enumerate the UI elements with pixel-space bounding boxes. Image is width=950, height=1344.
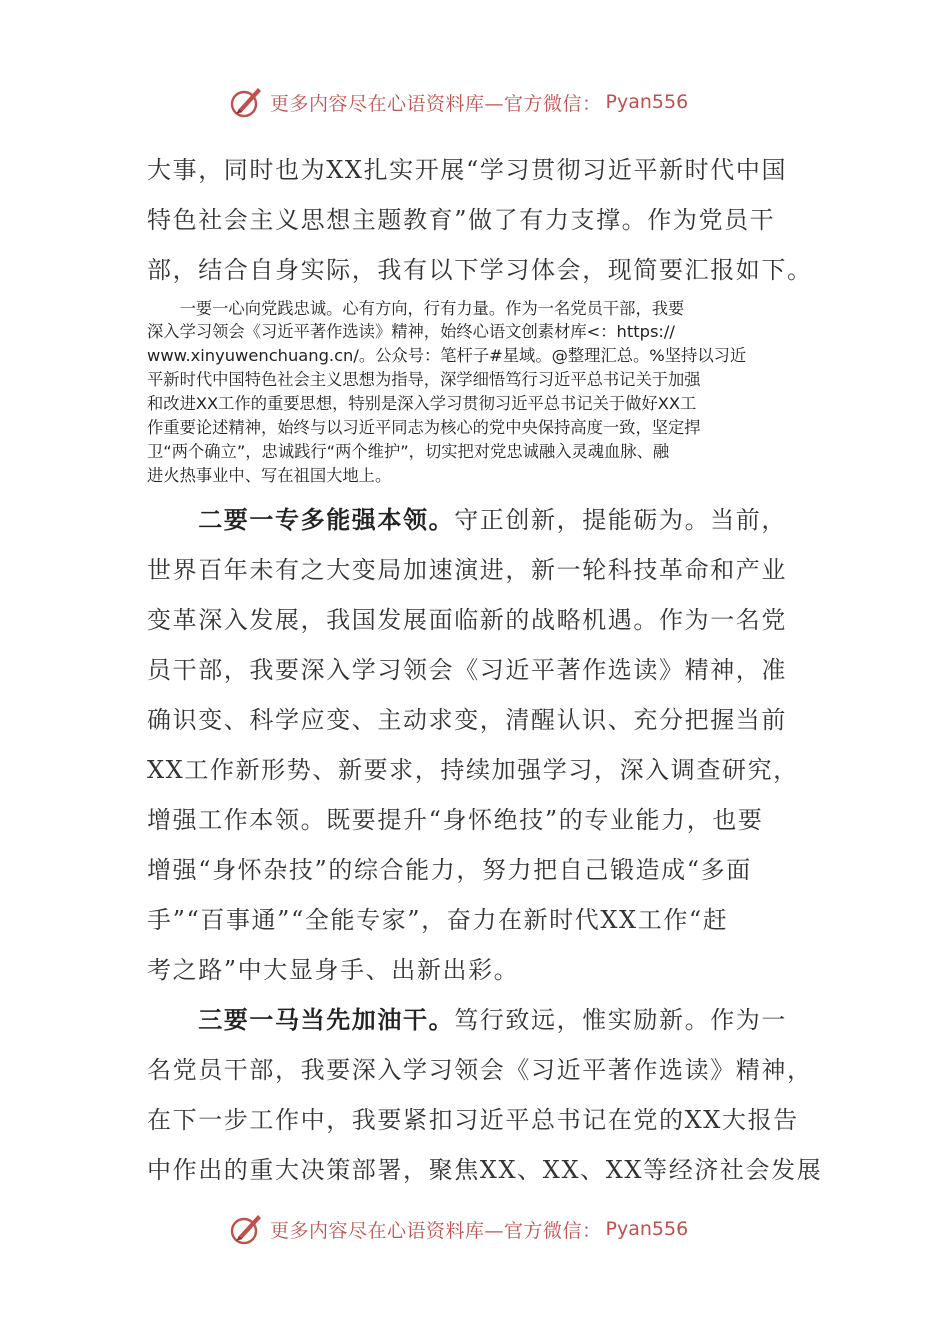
point3-line: 在下一步工作中，我要紧扣习近平总书记在党的XX大报告 [147, 1106, 799, 1134]
point2-line: 世界百年未有之大变局加速演进，新一轮科技革命和产业 [147, 556, 787, 584]
point2-line: 增强工作本领。既要提升“身怀绝技”的专业能力，也要 [147, 806, 764, 834]
point1-line: www.xinyuwenchuang.cn/。公众号：笔杆子#星域。@整理汇总。%坚持以习近 [147, 346, 747, 365]
point3-heading: 三要一马当先加油干。 [198, 1005, 455, 1034]
banner-wechat-id: Pyan556 [605, 1218, 689, 1240]
point2-line: 变革深入发展，我国发展面临新的战略机遇。作为一名党 [147, 606, 787, 634]
banner-text: 更多内容尽在心语资料库—官方微信： [270, 1219, 602, 1242]
quill-logo-icon [228, 84, 264, 120]
point1-line: 和改进XX工作的重要思想，特别是深入学习贯彻习近平总书记关于做好XX工 [147, 394, 697, 413]
point3-first-line-rest: 笃行致远，惟实励新。作为一 [454, 1006, 788, 1034]
point2-line: 考之路”中大显身手、出新出彩。 [147, 956, 520, 984]
point1-line: 作重要论述精神，始终与以习近平同志为核心的党中央保持高度一致，坚定捍 [147, 418, 701, 437]
point3-line: 中作出的重大决策部署，聚焦XX、XX、XX等经济社会发展 [147, 1156, 823, 1184]
intro-line: 特色社会主义思想主题教育”做了有力支撑。作为党员干 [147, 206, 776, 234]
point2-first-line-rest: 守正创新，提能砺为。当前， [454, 506, 788, 534]
point2-line: 确识变、科学应变、主动求变，清醒认识、充分把握当前 [147, 706, 787, 734]
point1-line: 深入学习领会《习近平著作选读》精神，始终心语文创素材库<：https:// [147, 322, 675, 341]
point2-line: 员干部，我要深入学习领会《习近平著作选读》精神，准 [147, 656, 787, 684]
point2-heading: 二要一专多能强本领。 [198, 505, 455, 534]
banner-text: 更多内容尽在心语资料库—官方微信： [270, 92, 602, 115]
point3-first-line [147, 995, 807, 1045]
point2-first-line [147, 495, 807, 545]
header-banner [228, 82, 688, 122]
point1-line: 平新时代中国特色社会主义思想为指导，深学细悟笃行习近平总书记关于加强 [147, 370, 701, 389]
intro-line: 部，结合自身实际，我有以下学习体会，现简要汇报如下。 [147, 256, 813, 284]
point1-line: 进火热事业中、写在祖国大地上。 [147, 466, 392, 485]
point2-line: XX工作新形势、新要求，持续加强学习，深入调查研究， [147, 756, 799, 784]
point1-line: 一要一心向党践忠诚。心有方向，行有力量。作为一名党员干部，我要 [147, 299, 685, 318]
point2-line: 增强“身怀杂技”的综合能力，努力把自己锻造成“多面 [147, 856, 752, 884]
quill-logo-icon [228, 1211, 264, 1247]
footer-banner [228, 1209, 688, 1249]
point3-line: 名党员干部，我要深入学习领会《习近平著作选读》精神， [147, 1056, 813, 1084]
point1-line: 卫“两个确立”，忠诚践行“两个维护”，切实把对党忠诚融入灵魂血脉、融 [147, 442, 670, 461]
banner-wechat-id: Pyan556 [605, 91, 689, 113]
intro-line: 大事，同时也为XX扎实开展“学习贯彻习近平新时代中国 [147, 156, 788, 184]
point2-line: 手”“百事通”“全能专家”，奋力在新时代XX工作“赶 [147, 906, 729, 934]
